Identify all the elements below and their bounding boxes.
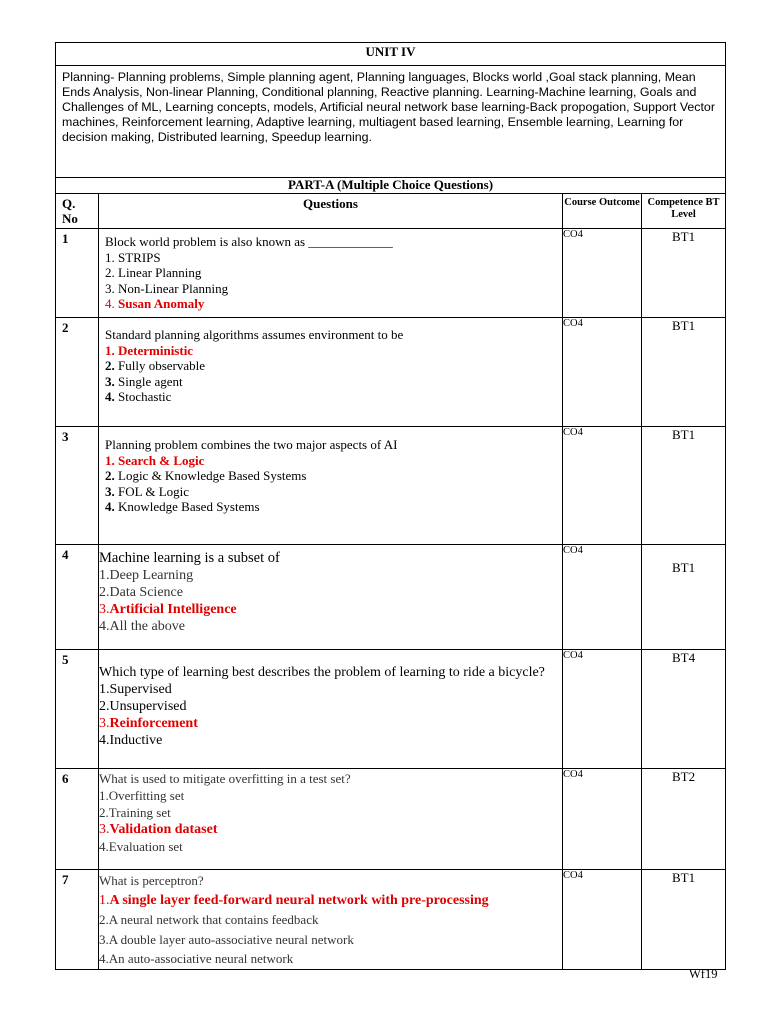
question-cell bbox=[99, 318, 563, 427]
question-number: 4 bbox=[56, 545, 99, 650]
question-number: 2 bbox=[56, 318, 99, 427]
header-questions: Questions bbox=[99, 194, 563, 229]
option-1-answer: 1. Deterministic bbox=[105, 342, 194, 358]
question-row-5 bbox=[56, 650, 726, 769]
question-number: 6 bbox=[56, 769, 99, 870]
bt-level: BT4 bbox=[642, 650, 726, 769]
header-qno: Q. No bbox=[56, 194, 99, 229]
question-cell bbox=[99, 870, 563, 970]
course-outcome: CO4 bbox=[563, 318, 642, 427]
option-2: 2.Unsupervised bbox=[99, 699, 187, 714]
course-outcome: CO4 bbox=[563, 545, 642, 650]
option-3: 3. Non-Linear Planning bbox=[105, 280, 229, 296]
option-1-answer: 1.A single layer feed-forward neural network with pre-processing bbox=[99, 892, 489, 908]
bt-level: BT1 bbox=[642, 318, 726, 427]
option-2: 2. Logic & Knowledge Based Systems bbox=[105, 468, 307, 483]
bt-level: BT1 bbox=[642, 427, 726, 545]
question-cell bbox=[99, 545, 563, 650]
question-number: 3 bbox=[56, 427, 99, 545]
option-4: 4.All the above bbox=[99, 619, 185, 634]
question-text: Block world problem is also known as _____________ bbox=[105, 234, 393, 249]
bt-level: BT1 bbox=[642, 870, 726, 970]
question-cell bbox=[99, 427, 563, 545]
option-4: 4.An auto-associative neural network bbox=[99, 951, 294, 966]
syllabus-text: Planning- Planning problems, Simple planning agent, Planning languages, Blocks world ,Goal stack planning, Mean Ends Analysis, Non-linear Planning, Conditional planning, Reactive planning. Learning-Machine learning, Goals and Challenges of ML, Learning concepts, models, Artificial neural network base learning-Back propogation, Support Vector machines, Reinforcement learning, Adaptive learning, multiagent based learning, Ensemble learning, Learning for decision making, Distributed learning, Speedup learning. bbox=[56, 66, 726, 178]
question-number: 5 bbox=[56, 650, 99, 769]
question-row-1 bbox=[56, 229, 726, 318]
question-row-4 bbox=[56, 545, 726, 650]
question-text: Standard planning algorithms assumes environment to be bbox=[105, 327, 404, 342]
question-row-7 bbox=[56, 870, 726, 970]
question-text: What is used to mitigate overfitting in a test set? bbox=[99, 771, 351, 786]
footer-code: Wf19 bbox=[689, 967, 718, 981]
bt-level: BT1 bbox=[642, 229, 726, 318]
option-3: 3. FOL & Logic bbox=[105, 483, 190, 499]
option-1-answer: 1. Search & Logic bbox=[105, 452, 205, 468]
bt-level: BT1 bbox=[642, 545, 726, 650]
option-2: 2. Fully observable bbox=[105, 358, 206, 373]
header-course-outcome: Course Outcome bbox=[563, 194, 642, 229]
option-2: 2. Linear Planning bbox=[105, 265, 202, 280]
option-1: 1.Overfitting set bbox=[99, 788, 185, 803]
course-outcome: CO4 bbox=[563, 229, 642, 318]
course-outcome: CO4 bbox=[563, 650, 642, 769]
option-4: 4. Knowledge Based Systems bbox=[105, 499, 260, 514]
option-3: 3. Single agent bbox=[105, 373, 183, 389]
option-3-answer: 3.Validation dataset bbox=[99, 822, 218, 837]
option-1: 1.Supervised bbox=[99, 682, 172, 697]
option-2: 2.Data Science bbox=[99, 585, 183, 600]
course-outcome: CO4 bbox=[563, 769, 642, 870]
bt-level: BT2 bbox=[642, 769, 726, 870]
question-row-6 bbox=[56, 769, 726, 870]
option-4: 4.Evaluation set bbox=[99, 839, 183, 854]
question-table bbox=[55, 42, 726, 970]
course-outcome: CO4 bbox=[563, 427, 642, 545]
option-1: 1.Deep Learning bbox=[99, 568, 194, 583]
question-row-3 bbox=[56, 427, 726, 545]
question-cell bbox=[99, 650, 563, 769]
question-text: Machine learning is a subset of bbox=[99, 550, 280, 566]
option-1: 1. STRIPS bbox=[105, 249, 161, 265]
question-row-2 bbox=[56, 318, 726, 427]
unit-title: UNIT IV bbox=[56, 43, 726, 66]
question-text: Planning problem combines the two major aspects of AI bbox=[105, 437, 398, 452]
question-number: 7 bbox=[56, 870, 99, 970]
option-4: 4.Inductive bbox=[99, 733, 163, 748]
course-outcome: CO4 bbox=[563, 870, 642, 970]
question-cell bbox=[99, 769, 563, 870]
option-2: 2.A neural network that contains feedback bbox=[99, 912, 319, 927]
part-a-title: PART-A (Multiple Choice Questions) bbox=[56, 178, 726, 194]
option-3-answer: 3.Reinforcement bbox=[99, 716, 198, 731]
question-number: 1 bbox=[56, 229, 99, 318]
option-2: 2.Training set bbox=[99, 805, 171, 820]
option-3-answer: 3.Artificial Intelligence bbox=[99, 602, 237, 617]
question-cell bbox=[99, 229, 563, 318]
option-4-answer: 4. Susan Anomaly bbox=[105, 296, 205, 311]
option-3: 3.A double layer auto-associative neural network bbox=[99, 931, 354, 947]
header-competence: Competence BT Level bbox=[642, 194, 726, 229]
question-text: Which type of learning best describes the problem of learning to ride a bicycle? bbox=[99, 665, 545, 680]
question-text: What is perceptron? bbox=[99, 873, 204, 888]
option-4: 4. Stochastic bbox=[105, 389, 172, 404]
